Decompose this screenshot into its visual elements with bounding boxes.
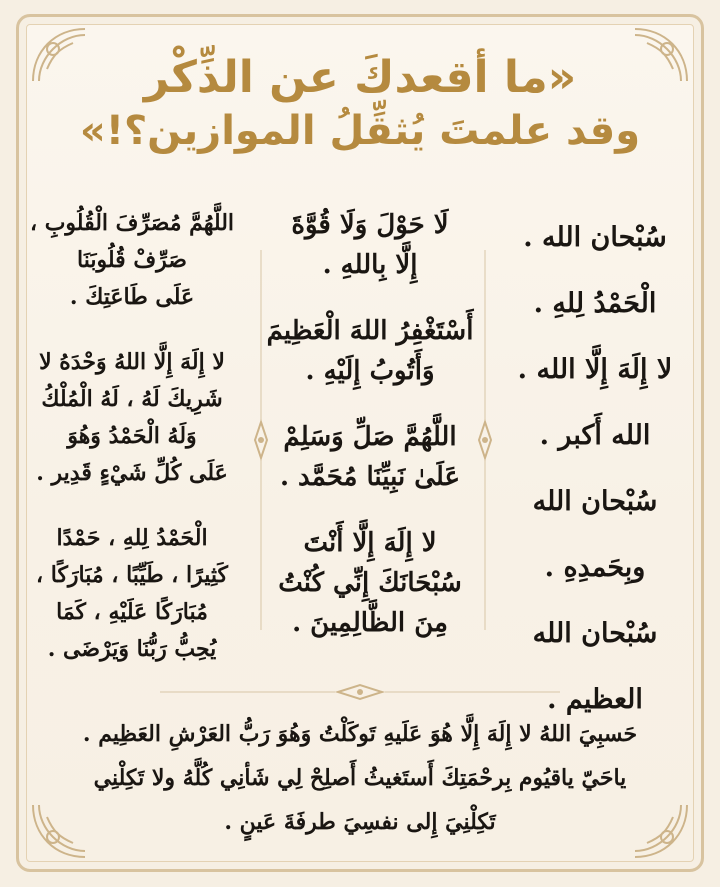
dhikr-line: الْحَمْدُ لِلهِ ، حَمْدًا	[56, 525, 208, 551]
dhikr-line: مِنَ الظَّالِمِينَ .	[292, 608, 448, 638]
dhikr-line: وَأَتُوبُ إِلَيْهِ .	[305, 356, 435, 386]
dhikr-line: لا إِلَهَ إِلَّا أَنْتَ	[303, 528, 437, 558]
dua-line: حَسبِيَ اللهُ لا إِلَهَ إِلَّا هُوَ عَلَيهِ تَوكَلْتُ وَهُوَ رَبُّ العَرْشِ العَظِيم .	[82, 721, 638, 747]
dhikr-line: لا إِلَهَ إِلَّا اللهُ وَحْدَهُ لا	[39, 349, 225, 375]
dhikr-line: شَرِيكَ لَهُ ، لَهُ الْمُلْكُ	[41, 386, 223, 412]
dhikr-line: مُبَارَكًا عَلَيْهِ ، كَمَا	[56, 599, 208, 625]
dhikr-column-middle	[264, 205, 476, 669]
dhikr-item: سُبْحان الله .	[523, 222, 667, 253]
dhikr-line: عَلَى طَاعَتِكَ .	[69, 284, 195, 310]
dhikr-block	[22, 344, 242, 492]
dhikr-item: الْحَمْدُ لِلهِ .	[533, 288, 657, 319]
dhikr-item: وبِحَمدِهِ .	[544, 552, 646, 583]
dhikr-item: العظيم .	[547, 684, 643, 715]
dhikr-block	[264, 523, 476, 643]
horizontal-divider-icon	[160, 682, 560, 702]
dhikr-item: سُبْحان الله	[532, 486, 658, 517]
dhikr-line: اللَّهُمَّ مُصَرِّفَ الْقُلُوبِ ،	[29, 210, 235, 236]
dhikr-line: لَا حَوْلَ وَلَا قُوَّةَ	[291, 210, 449, 240]
title-line-2: وقد علمتَ يُثقِّلُ الموازين؟!»	[79, 108, 641, 155]
dhikr-block	[264, 311, 476, 391]
dhikr-line: وَلَهُ الْحَمْدُ وَهُوَ	[67, 423, 197, 449]
page-title	[0, 50, 720, 158]
dhikr-line: أَسْتَغْفِرُ اللهَ الْعَظِيمَ	[266, 316, 474, 346]
dhikr-block	[264, 417, 476, 497]
dhikr-column-right	[500, 205, 690, 733]
dhikr-line: صَرِّفْ قُلُوبَنَا	[77, 247, 187, 273]
vertical-divider-icon	[474, 250, 496, 630]
dhikr-block	[22, 205, 242, 316]
dhikr-line: عَلَىٰ نَبِيِّنَا مُحَمَّد .	[279, 462, 461, 492]
vertical-divider-icon	[250, 250, 272, 630]
dhikr-block	[22, 520, 242, 668]
dua-line: ياحَيّ ياقيُوم بِرحْمَتِكَ أَستَغيثُ أَصلِحْ لِي شَأنِي كُلَّهُ ولا تَكِلْنِي	[93, 765, 627, 791]
dhikr-item: الله أَكبر .	[539, 420, 651, 451]
dhikr-line: يُحِبُّ رَبُّنَا وَيَرْضَى .	[47, 636, 217, 662]
dua-line: تَكِلْنِيَ إِلى نفسِيَ طرفَةَ عَينٍ .	[224, 809, 496, 835]
dhikr-line: اللَّهُمَّ صَلِّ وَسَلِمْ	[283, 422, 457, 452]
dhikr-line: سُبْحَانَكَ إِنِّي كُنْتُ	[278, 568, 462, 598]
dhikr-item: لا إِلَهَ إِلَّا الله .	[517, 354, 673, 385]
dhikr-block	[264, 205, 476, 285]
dhikr-item: سُبْحان الله	[532, 618, 658, 649]
dhikr-line: كَثِيرًا ، طَيِّبًا ، مُبَارَكًا ،	[35, 562, 229, 588]
title-line-1: «ما أقعدكَ عن الذِّكْر	[143, 52, 577, 103]
dhikr-line: إِلَّا بِاللهِ .	[322, 250, 418, 280]
dhikr-line: عَلَى كُلِّ شَيْءٍ قَدِير .	[36, 460, 228, 486]
bottom-dua	[46, 712, 674, 844]
dhikr-column-left	[22, 205, 242, 696]
